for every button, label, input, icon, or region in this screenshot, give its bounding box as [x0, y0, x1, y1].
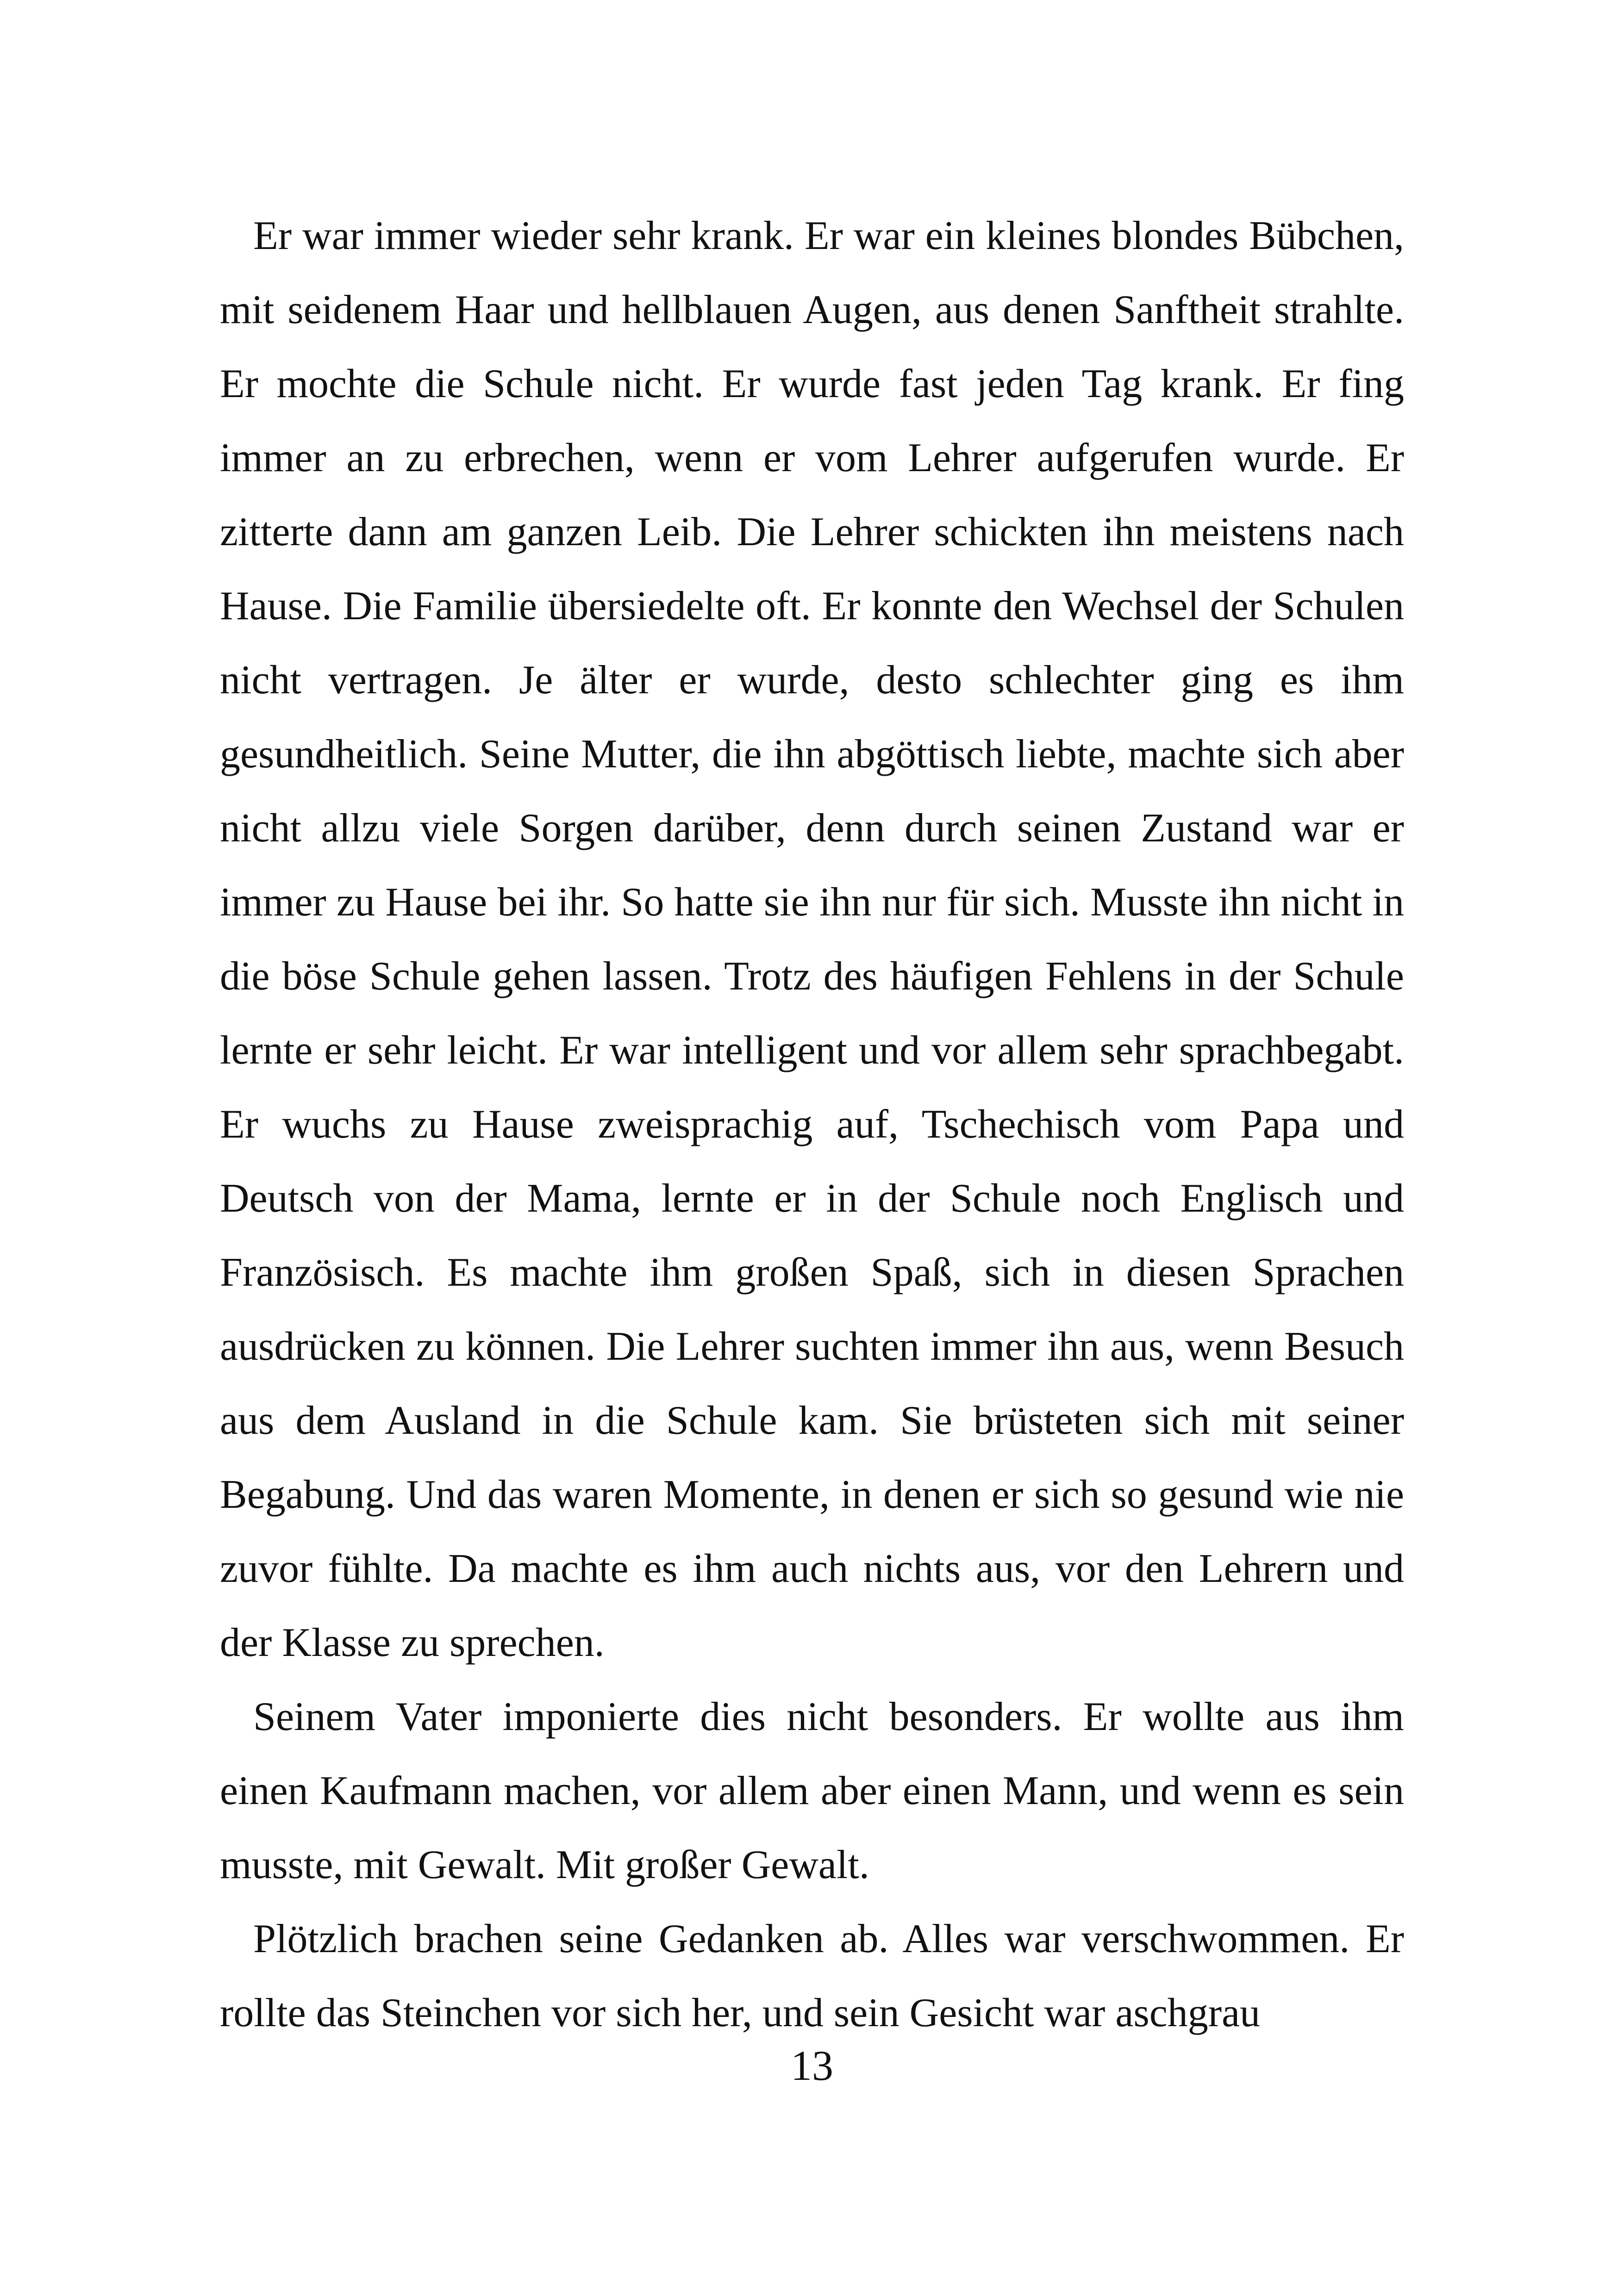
paragraph-3: Plötzlich brachen seine Gedanken ab. Alles war verschwommen. Er rollte das Steinchen vor sich her, und sein Gesicht war aschgrau: [220, 1916, 1404, 2035]
paragraph-1: Er war immer wieder sehr krank. Er war ein kleines blondes Bübchen, mit seidenem Haar und hellblauen Augen, aus denen Sanftheit strahlte. Er mochte die Schule nicht. Er wurde fast jeden Tag krank. Er fing immer an zu erbrechen, wenn er vom Lehrer aufgerufen wurde. Er zitterte dann am ganzen Leib. Die Lehrer schickten ihn meistens nach Hause. Die Familie übersiedelte oft. Er konnte den Wechsel der Schulen nicht vertragen. Je älter er wurde, desto schlechter ging es ihm gesundheitlich. Seine Mutter, die ihn abgöttisch liebte, machte sich aber nicht allzu viele Sorgen darüber, denn durch seinen Zustand war er immer zu Hause bei ihr. So hatte sie ihn nur für sich. Musste ihn nicht in die böse Schule gehen lassen. Trotz des häufigen Fehlens in der Schule lernte er sehr leicht. Er war intelligent und vor allem sehr sprachbegabt. Er wuchs zu Hause zweisprachig auf, Tschechisch vom Papa und Deutsch von der Mama, lernte er in der Schule noch Englisch und Französisch. Es machte ihm großen Spaß, sich in diesen Sprachen ausdrücken zu können. Die Lehrer suchten immer ihn aus, wenn Besuch aus dem Ausland in die Schule kam. Sie brüsteten sich mit seiner Begabung. Und das waren Momente, in denen er sich so gesund wie nie zuvor fühlte. Da machte es ihm auch nichts aus, vor den Lehrern und der Klasse zu sprechen.: [220, 213, 1404, 1665]
page-number: 13: [791, 2042, 833, 2089]
body-text: [220, 199, 1404, 2050]
paragraph-2: Seinem Vater imponierte dies nicht besonders. Er wollte aus ihm einen Kaufmann machen, vor allem aber einen Mann, und wenn es sein musste, mit Gewalt. Mit großer Gewalt.: [220, 1694, 1404, 1887]
